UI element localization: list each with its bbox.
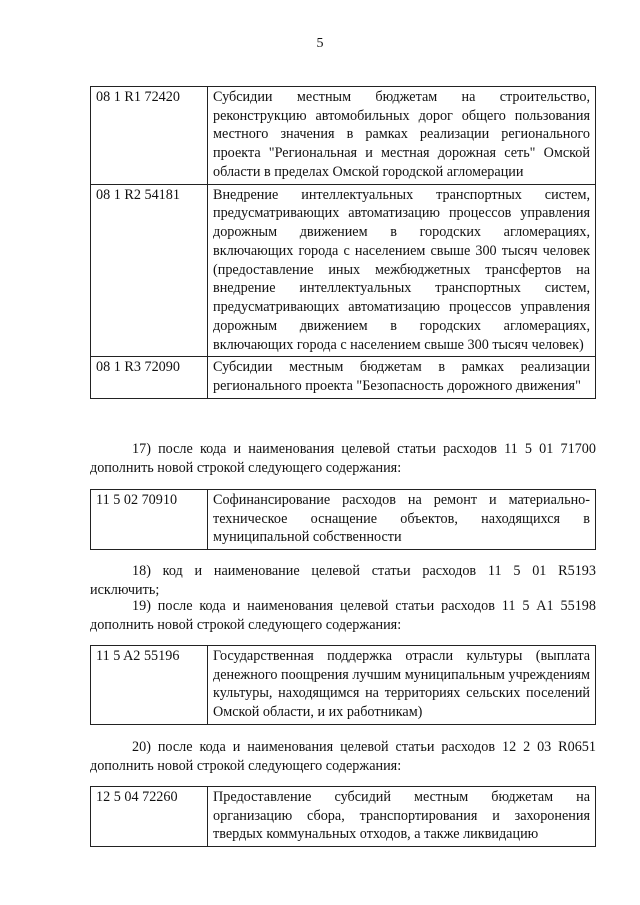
paragraph-line: 19) после кода и наименования целевой статьи расходов 11 5 A1 55198 <box>132 598 596 614</box>
table-row <box>91 184 596 357</box>
budget-table-3 <box>90 645 596 725</box>
budget-code-cell: 08 1 R1 72420 <box>91 87 208 185</box>
budget-description-cell: Субсидии местным бюджетам в рамках реализации регионального проекта "Безопасность дорожного движения" <box>208 357 596 398</box>
budget-code-cell: 12 5 04 72260 <box>91 787 208 847</box>
paragraph-18 <box>90 562 596 599</box>
budget-description-cell: Государственная поддержка отрасли культуры (выплата денежного поощрения лучшим муниципальным учреждениям культуры, находящимся на территориях сельских поселений Омской области, и их работникам) <box>208 646 596 725</box>
table-row <box>91 787 596 847</box>
table-row <box>91 357 596 398</box>
budget-description-cell: Предоставление субсидий местным бюджетам на организацию сбора, транспортирования и захоронения твердых коммунальных отходов, а также ликвидацию <box>208 787 596 847</box>
budget-table-2 <box>90 489 596 550</box>
paragraph-line: дополнить новой строкой следующего содержания: <box>90 616 402 633</box>
paragraph-17 <box>90 440 596 477</box>
table-row <box>91 490 596 550</box>
page-number: 5 <box>316 36 324 51</box>
budget-table-4 <box>90 786 596 847</box>
paragraph-19 <box>90 597 596 634</box>
paragraph-line: исключить; <box>90 581 160 598</box>
budget-code-cell: 11 5 A2 55196 <box>91 646 208 725</box>
table-row <box>91 646 596 725</box>
budget-code-cell: 08 1 R2 54181 <box>91 184 208 357</box>
paragraph-line: дополнить новой строкой следующего содержания: <box>90 757 402 774</box>
budget-description-cell: Субсидии местным бюджетам на строительство, реконструкцию автомобильных дорог общего пользования местного значения в рамках реализации регионального проекта "Региональная и местная дорожная сеть" Омской области в пределах Омской городской агломерации <box>208 87 596 185</box>
budget-code-cell: 11 5 02 70910 <box>91 490 208 550</box>
budget-description-cell: Софинансирование расходов на ремонт и материально-техническое оснащение объектов, находящихся в муниципальной собственности <box>208 490 596 550</box>
paragraph-line: 18) код и наименование целевой статьи расходов 11 5 01 R5193 <box>132 563 596 579</box>
budget-code-cell: 08 1 R3 72090 <box>91 357 208 398</box>
paragraph-line: 20) после кода и наименования целевой статьи расходов 12 2 03 R0651 <box>132 739 596 755</box>
table-row <box>91 87 596 185</box>
paragraph-20 <box>90 738 596 775</box>
paragraph-line: дополнить новой строкой следующего содержания: <box>90 459 402 476</box>
budget-table-1 <box>90 86 596 399</box>
paragraph-line: 17) после кода и наименования целевой статьи расходов 11 5 01 71700 <box>132 441 596 457</box>
budget-description-cell: Внедрение интеллектуальных транспортных систем, предусматривающих автоматизацию процессов управления дорожным движением в городских агломерациях, включающих города с населением свыше 300 тысяч человек (предоставление иных межбюджетных трансфертов на внедрение интеллектуальных транспортных систем, предусматривающих автоматизацию процессов управления дорожным движением в городских агломерациях, включающих города с населением свыше 300 тысяч человек) <box>208 184 596 357</box>
